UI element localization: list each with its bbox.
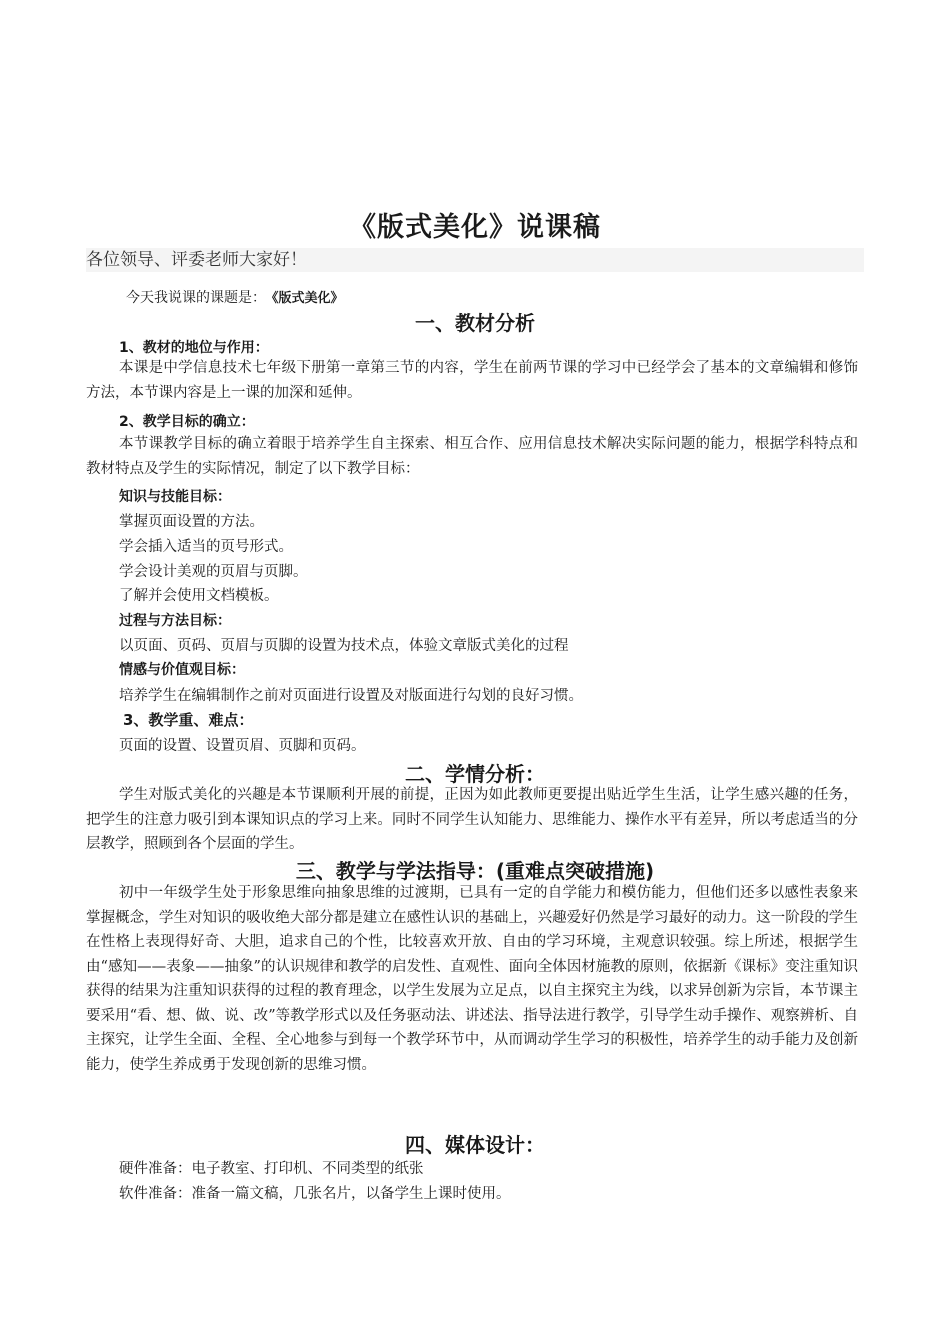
section-heading-2: 二、学情分析： <box>405 762 545 786</box>
subheading-position: 1、教材的地位与作用： <box>119 340 269 356</box>
goal-knowledge-item: 了解并会使用文档模板。 <box>119 588 279 604</box>
goal-knowledge-item: 掌握页面设置的方法。 <box>119 514 264 530</box>
goal-process-text: 以页面、页码、页眉与页脚的设置为技术点，体验文章版式美化的过程 <box>119 638 569 654</box>
goal-process-title: 过程与方法目标： <box>119 613 231 629</box>
subheading-key-points: 3、教学重、难点： <box>123 711 254 729</box>
paragraph-position: 本课是中学信息技术七年级下册第一章第三节的内容，学生在前两节课的学习中已经学会了基本的文章编辑和修饰方法，本节课内容是上一课的加深和延伸。 <box>86 360 858 401</box>
section-heading-1: 一、教材分析 <box>415 311 535 335</box>
paragraph-learner-analysis: 学生对版式美化的兴趣是本节课顺利开展的前提，正因为如此教师更要提出贴近学生生活，让学生感兴趣的任务，把学生的注意力吸引到本课知识点的学习上来。同时不同学生认知能力、思维能力、操作水平有差异，所以考虑适当的分层教学，照顾到各个层面的学生。 <box>86 787 858 852</box>
section-heading-3: 三、教学与学法指导：(重难点突破措施) <box>295 859 655 883</box>
software-prep: 软件准备：准备一篇文稿，几张名片，以备学生上课时使用。 <box>119 1186 511 1202</box>
key-points-text: 页面的设置、设置页眉、页脚和页码。 <box>119 738 366 754</box>
hardware-prep: 硬件准备：电子教室、打印机、不同类型的纸张 <box>119 1161 424 1177</box>
topic-label: 今天我说课的课题是： <box>126 290 266 306</box>
goal-emotion-text: 培养学生在编辑制作之前对页面进行设置及对版面进行勾划的良好习惯。 <box>119 688 583 704</box>
topic-line <box>126 287 344 307</box>
paragraph-teaching-methods: 初中一年级学生处于形象思维向抽象思维的过渡期，已具有一定的自学能力和模仿能力，但他们还多以感性表象来掌握概念，学生对知识的吸收绝大部分都是建立在感性认识的基础上，兴趣爱好仍然是学习最好的动力。这一阶段的学生在性格上表现得好奇、大胆，追求自己的个性，比较喜欢开放、自由的学习环境，主观意识较强。综上所述，根据学生由“感知——表象——抽象”的认识规律和教学的启发性、直观性、面向全体因材施教的原则，依据新《课标》变注重知识获得的结果为注重知识获得的过程的教育理念，以学生发展为立足点，以自主探究主为线，以求异创新为宗旨，本节课主要采用“看、想、做、说、改”等教学形式以及任务驱动法、讲述法、指导法进行教学，引导学生动手操作、观察辨析、自主探究，让学生全面、全程、全心地参与到每一个教学环节中，从而调动学生学习的积极性，培养学生的动手能力及创新能力，使学生养成勇于发现创新的思维习惯。 <box>86 885 858 1073</box>
paragraph-objectives: 本节课教学目标的确立着眼于培养学生自主探索、相互合作、应用信息技术解决实际问题的能力，根据学科特点和教材特点及学生的实际情况，制定了以下教学目标： <box>86 436 858 477</box>
document-title: 《版式美化》说课稿 <box>349 212 601 243</box>
greeting: 各位领导、评委老师大家好！ <box>86 248 864 272</box>
goal-knowledge-item: 学会设计美观的页眉与页脚。 <box>119 564 308 580</box>
subheading-objectives: 2、教学目标的确立： <box>119 414 255 430</box>
goal-knowledge-item: 学会插入适当的页号形式。 <box>119 539 293 555</box>
section-heading-4: 四、媒体设计： <box>405 1133 545 1157</box>
goal-knowledge-title: 知识与技能目标： <box>119 489 231 505</box>
topic-value: 《版式美化》 <box>272 291 344 306</box>
goal-emotion-title: 情感与价值观目标： <box>119 662 245 678</box>
